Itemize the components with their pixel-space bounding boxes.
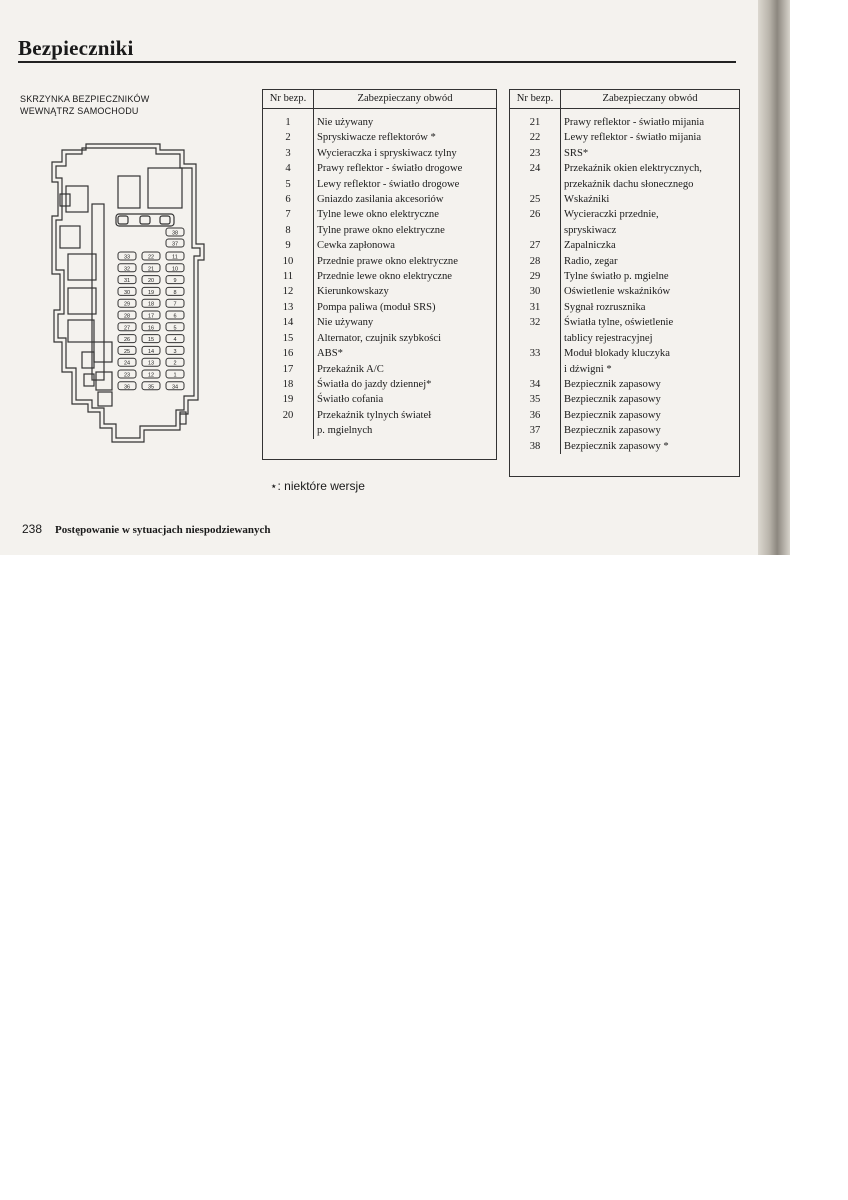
fuse-number-label: 28 [123, 313, 131, 320]
circuit-cell: Tylne światło p. mgielne [564, 271, 669, 283]
table-row [510, 346, 739, 361]
fuse-number-cell: 10 [263, 254, 314, 269]
fuse-slot [142, 358, 160, 367]
fuse-number-cell: 20 [263, 408, 314, 423]
fuse-slot [166, 335, 184, 344]
fuse-number-cell: 9 [263, 238, 314, 253]
fuse-slot [142, 311, 160, 320]
fuse-slot [142, 276, 160, 285]
fuse-number-cell: 36 [510, 408, 561, 423]
fuse-number-cell: 35 [510, 392, 561, 407]
table-row [510, 223, 739, 238]
fuse-number-cell: 25 [510, 192, 561, 207]
fuse-number-label: 5 [173, 325, 177, 332]
fuse-number-cell: 3 [263, 146, 314, 161]
fuse-number-label: 17 [147, 313, 155, 320]
fuse-number-label: 18 [147, 301, 155, 308]
table-header-row [263, 90, 496, 109]
fuse-number-cell: 4 [263, 161, 314, 176]
table-row [510, 377, 739, 392]
table-row [510, 408, 739, 423]
fuse-number-label: 6 [173, 313, 177, 320]
circuit-cell: Sygnał rozrusznika [564, 301, 646, 313]
book-binding-shadow [758, 0, 790, 555]
circuit-cell: Cewka zapłonowa [317, 240, 395, 252]
circuit-cell: Przednie lewe okno elektryczne [317, 271, 453, 283]
fuse-number-cell: 2 [263, 130, 314, 145]
table-row [263, 177, 496, 192]
table-row [263, 192, 496, 207]
fuse-number-label: 1 [173, 372, 177, 379]
page-title: Bezpieczniki [18, 36, 134, 60]
fuse-slot [118, 264, 136, 273]
circuit-cell: Moduł blokady kluczyka [564, 348, 670, 360]
circuit-cell: i dźwigni * [564, 363, 612, 375]
fuse-number-cell [510, 331, 561, 346]
fuse-number-cell: 17 [263, 362, 314, 377]
fuse-number-label: 23 [123, 372, 131, 379]
fuse-slot [166, 228, 184, 237]
fuse-slot [118, 252, 136, 261]
fuse-number-label: 13 [147, 360, 155, 367]
circuit-cell: Spryskiwacze reflektorów * [317, 132, 436, 144]
fuse-number-cell: 31 [510, 300, 561, 315]
circuit-cell: Gniazdo zasilania akcesoriów [317, 194, 444, 206]
circuit-cell: Wycieraczka i spryskiwacz tylny [317, 147, 457, 159]
circuit-cell: Lewy reflektor - światło mijania [564, 132, 702, 144]
table-row [510, 284, 739, 299]
fuse-slot [118, 370, 136, 379]
fuse-slot [166, 252, 184, 261]
fuse-slot [166, 299, 184, 308]
fuse-number-cell: 5 [263, 177, 314, 192]
circuit-cell: Bezpiecznik zapasowy * [564, 440, 669, 452]
page-number: 238 [22, 522, 43, 536]
table-row [510, 207, 739, 222]
fuse-number-cell: 27 [510, 238, 561, 253]
circuit-cell: Nie używany [317, 117, 374, 128]
circuit-cell: Światła tylne, oświetlenie [564, 317, 674, 329]
table-row [510, 109, 739, 131]
table-row [263, 284, 496, 299]
table-row [263, 315, 496, 330]
fuse-slot [142, 252, 160, 261]
fuse-number-label: 37 [171, 241, 179, 248]
circuit-cell: Bezpiecznik zapasowy [564, 425, 661, 437]
table-row [263, 362, 496, 377]
fuse-number-label: 30 [123, 289, 131, 296]
circuit-cell: Przekaźnik okien elektrycznych, [564, 163, 702, 175]
fuse-number-label: 29 [123, 301, 131, 308]
circuit-cell: przekaźnik dachu słonecznego [564, 178, 694, 190]
fuse-number-cell: 28 [510, 254, 561, 269]
fuse-slot [166, 264, 184, 273]
fuse-number-cell: 11 [263, 269, 314, 284]
caption-line-1: SKRZYNKA BEZPIECZNIKÓW [20, 94, 150, 104]
circuit-cell: Światło cofania [317, 394, 384, 406]
circuit-cell: p. mgielnych [317, 425, 373, 437]
circuit-cell: Pompa paliwa (moduł SRS) [317, 301, 436, 313]
table-row [263, 377, 496, 392]
fuse-slot [118, 276, 136, 285]
fuse-number-label: 12 [147, 372, 155, 379]
fuse-number-label: 26 [123, 337, 131, 344]
fuse-slot [142, 264, 160, 273]
circuit-cell: Prawy reflektor - światło drogowe [317, 163, 463, 175]
page-footer [22, 522, 270, 537]
circuit-cell: Światła do jazdy dziennej* [317, 378, 432, 390]
table-row [510, 130, 739, 145]
fuse-number-label: 15 [147, 337, 155, 344]
circuit-cell: Bezpiecznik zapasowy [564, 394, 661, 406]
table-row [510, 269, 739, 284]
circuit-cell: SRS* [564, 147, 589, 159]
fuse-number-cell: 38 [510, 439, 561, 454]
fuse-table-left [263, 90, 496, 439]
fuse-number-cell: 30 [510, 284, 561, 299]
fuse-number-cell: 34 [510, 377, 561, 392]
fuse-number-cell: 21 [510, 109, 561, 131]
fuse-number-cell: 32 [510, 315, 561, 330]
fuse-number-cell: 18 [263, 377, 314, 392]
fuse-number-label: 27 [123, 325, 131, 332]
circuit-cell: Prawy reflektor - światło mijania [564, 117, 705, 128]
circuit-cell: Wycieraczki przednie, [564, 209, 659, 221]
circuit-cell: spryskiwacz [564, 224, 617, 236]
fuse-slot [142, 287, 160, 296]
fuse-slot [118, 323, 136, 332]
fuse-number-cell: 16 [263, 346, 314, 361]
table-row [263, 423, 496, 438]
col-header-fuse-number: Nr bezp. [510, 90, 561, 109]
fuse-slot [142, 335, 160, 344]
fuse-number-cell: 12 [263, 284, 314, 299]
fuse-number-label: 35 [147, 384, 155, 391]
fuse-number-label: 22 [147, 254, 155, 261]
fuse-number-cell [263, 423, 314, 438]
fuse-number-cell: 22 [510, 130, 561, 145]
fuse-slot [118, 299, 136, 308]
fuse-number-label: 19 [147, 289, 155, 296]
fuse-number-label: 14 [147, 348, 155, 355]
footnote: ⋆: niektóre wersje [270, 479, 365, 493]
table-row [510, 300, 739, 315]
table-row [263, 161, 496, 176]
fuse-number-cell: 24 [510, 161, 561, 176]
table-row [263, 300, 496, 315]
circuit-cell: tablicy rejestracyjnej [564, 332, 653, 344]
fuse-slot [118, 346, 136, 355]
table-row [510, 238, 739, 253]
fuse-number-cell: 29 [510, 269, 561, 284]
fuse-number-cell: 37 [510, 423, 561, 438]
table-row [510, 254, 739, 269]
circuit-cell: Radio, zegar [564, 255, 618, 267]
table-row [510, 192, 739, 207]
fuse-slot [118, 311, 136, 320]
circuit-cell: Nie używany [317, 317, 374, 329]
table-header-row [510, 90, 739, 109]
fuse-number-label: 36 [123, 384, 131, 391]
fuse-number-label: 31 [123, 278, 131, 285]
fuse-slot [166, 287, 184, 296]
fuse-number-cell: 33 [510, 346, 561, 361]
fuse-number-cell: 19 [263, 392, 314, 407]
title-rule [18, 61, 736, 63]
fuse-number-label: 25 [123, 348, 131, 355]
fuse-slot [118, 335, 136, 344]
table-row [510, 177, 739, 192]
fuse-slot [142, 323, 160, 332]
fuse-number-cell [510, 177, 561, 192]
section-name: Postępowanie w sytuacjach niespodziewanych [55, 524, 271, 536]
fuse-number-cell [510, 362, 561, 377]
fuse-number-cell: 8 [263, 223, 314, 238]
table-row [510, 161, 739, 176]
table-row [263, 408, 496, 423]
table-row [510, 315, 739, 330]
fuse-table-right [510, 90, 739, 454]
circuit-cell: Tylne lewe okno elektryczne [317, 209, 439, 221]
fuse-box-diagram [48, 142, 208, 447]
circuit-cell: Bezpiecznik zapasowy [564, 409, 661, 421]
fuse-number-cell: 13 [263, 300, 314, 315]
table-row [510, 439, 739, 454]
fuse-slot [166, 323, 184, 332]
table-row [510, 146, 739, 161]
table-row [510, 392, 739, 407]
fuse-slot [166, 276, 184, 285]
fuse-slot [166, 370, 184, 379]
col-header-circuit: Zabezpieczany obwód [561, 90, 740, 109]
circuit-cell: Kierunkowskazy [317, 286, 389, 298]
fuse-number-label: 24 [123, 360, 131, 367]
fuse-number-cell: 26 [510, 207, 561, 222]
fuse-number-label: 2 [173, 360, 177, 367]
table-row [263, 254, 496, 269]
fuse-number-label: 16 [147, 325, 155, 332]
table-row [263, 331, 496, 346]
caption-line-2: WEWNĄTRZ SAMOCHODU [20, 106, 139, 116]
fuse-number-label: 21 [147, 266, 155, 273]
fuse-slot [166, 358, 184, 367]
circuit-cell: ABS* [317, 348, 343, 360]
table-row [263, 109, 496, 131]
diagram-caption [20, 93, 149, 117]
table-row [263, 269, 496, 284]
fuse-number-cell: 7 [263, 207, 314, 222]
table-row [263, 146, 496, 161]
table-row [263, 207, 496, 222]
circuit-cell: Bezpiecznik zapasowy [564, 378, 661, 390]
circuit-cell: Wskaźniki [564, 194, 610, 206]
fuse-number-label: 10 [171, 266, 179, 273]
fuse-number-label: 34 [171, 384, 179, 391]
table-row [510, 362, 739, 377]
fuse-number-cell: 14 [263, 315, 314, 330]
fuse-slot [142, 346, 160, 355]
fuse-number-label: 3 [173, 348, 177, 355]
fuse-number-label: 11 [172, 254, 178, 261]
fuse-number-label: 20 [147, 278, 155, 285]
fuse-number-label: 38 [171, 230, 179, 237]
table-row [263, 130, 496, 145]
fuse-slot [142, 382, 160, 391]
circuit-cell: Oświetlenie wskaźników [564, 286, 671, 298]
fuse-slot [118, 382, 136, 391]
circuit-cell: Tylne prawe okno elektryczne [317, 224, 445, 236]
fuse-number-cell: 6 [263, 192, 314, 207]
fuse-number-cell: 1 [263, 109, 314, 131]
circuit-cell: Przekaźnik A/C [317, 363, 384, 375]
circuit-cell: Zapalniczka [564, 240, 616, 252]
circuit-cell: Przekaźnik tylnych świateł [317, 409, 432, 421]
table-row [263, 346, 496, 361]
fuse-number-label: 33 [123, 254, 131, 261]
fuse-slot [142, 299, 160, 308]
table-row [510, 423, 739, 438]
table-row [510, 331, 739, 346]
fuse-slot [118, 358, 136, 367]
col-header-circuit: Zabezpieczany obwód [314, 90, 497, 109]
fuse-number-cell: 15 [263, 331, 314, 346]
fuse-slot [118, 287, 136, 296]
circuit-cell: Przednie prawe okno elektryczne [317, 255, 458, 267]
fuse-slot [166, 311, 184, 320]
fuse-slot [142, 370, 160, 379]
fuse-number-label: 4 [173, 337, 177, 344]
circuit-cell: Lewy reflektor - światło drogowe [317, 178, 460, 190]
table-row [263, 238, 496, 253]
fuse-number-label: 9 [173, 278, 177, 285]
fuse-slot [166, 346, 184, 355]
table-row [263, 392, 496, 407]
fuse-slot [166, 382, 184, 391]
fuse-number-cell [510, 223, 561, 238]
fuse-number-cell: 23 [510, 146, 561, 161]
fuse-number-label: 8 [173, 289, 177, 296]
circuit-cell: Alternator, czujnik szybkości [317, 332, 442, 344]
fuse-number-label: 32 [123, 266, 131, 273]
table-row [263, 223, 496, 238]
fuse-number-label: 7 [173, 301, 177, 308]
col-header-fuse-number: Nr bezp. [263, 90, 314, 109]
fuse-slot [166, 239, 184, 248]
